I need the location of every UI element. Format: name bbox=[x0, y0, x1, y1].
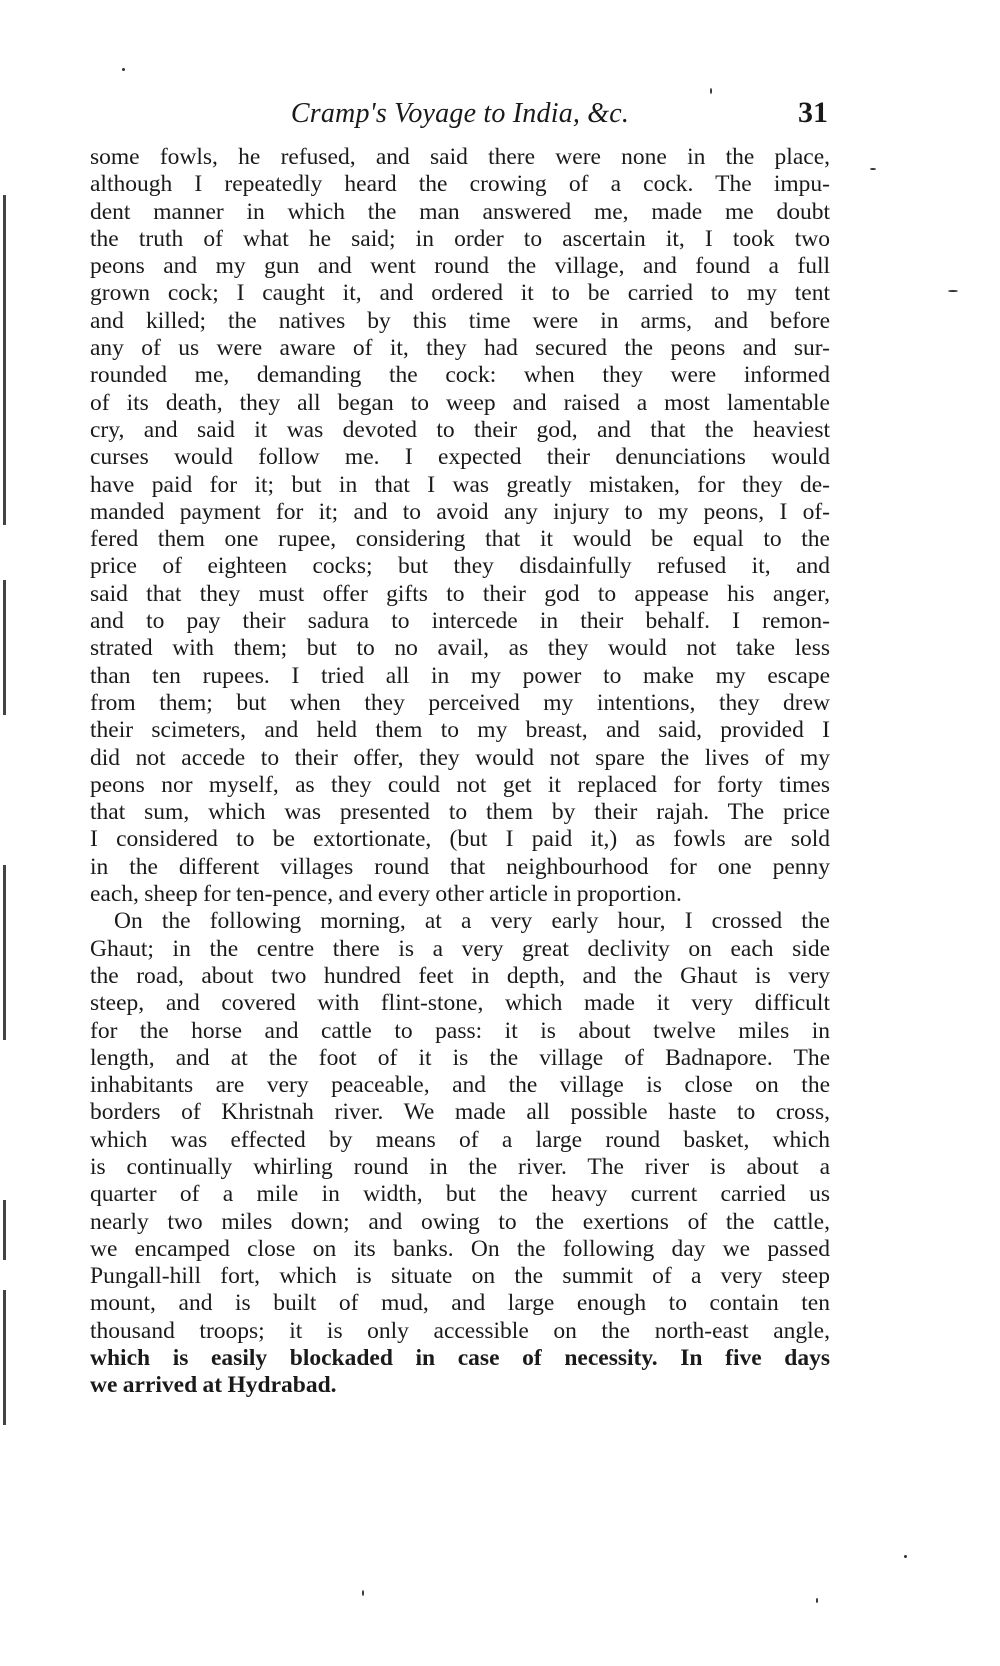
text-line: than ten rupees. I tried all in my power to make my escape bbox=[90, 662, 830, 689]
scan-edge-mark bbox=[3, 195, 6, 525]
text-line: and killed; the natives by this time were in arms, and before bbox=[90, 307, 830, 334]
text-line: fered them one rupee, considering that it would be equal to the bbox=[90, 526, 830, 553]
text-line: nearly two miles down; and owing to the exertions of the cattle, bbox=[90, 1208, 830, 1235]
scan-speck bbox=[870, 168, 876, 170]
text-line: peons and my gun and went round the village, and found a full bbox=[90, 253, 830, 280]
text-line: dent manner in which the man answered me, made me doubt bbox=[90, 198, 830, 225]
text-line: thousand troops; it is only accessible on the north-east angle, bbox=[90, 1317, 830, 1344]
scan-edge-mark bbox=[3, 580, 6, 715]
text-line: we arrived at Hydrabad. bbox=[90, 1372, 337, 1399]
scan-speck bbox=[816, 1598, 818, 1603]
scan-speck bbox=[904, 1555, 907, 1558]
text-line: I considered to be extortionate, (but I paid it,) as fowls are sold bbox=[90, 826, 830, 853]
scan-edge-mark bbox=[3, 1200, 6, 1260]
text-line: steep, and covered with flint-stone, which made it very difficult bbox=[90, 990, 830, 1017]
scan-speck bbox=[362, 1590, 364, 1596]
text-line: from them; but when they perceived my intentions, they drew bbox=[90, 689, 830, 716]
text-line: is continually whirling round in the river. The river is about a bbox=[90, 1153, 830, 1180]
scan-speck bbox=[710, 88, 712, 94]
text-line: of its death, they all began to weep and raised a most lamentable bbox=[90, 389, 830, 416]
text-line: which is easily blockaded in case of necessity. In five days bbox=[90, 1345, 830, 1372]
text-line: Ghaut; in the centre there is a very great declivity on each side bbox=[90, 935, 830, 962]
text-line: mount, and is built of mud, and large enough to contain ten bbox=[90, 1290, 830, 1317]
text-line: for the horse and cattle to pass: it is about twelve miles in bbox=[90, 1017, 830, 1044]
text-line: although I repeatedly heard the crowing of a cock. The impu- bbox=[90, 171, 830, 198]
text-line: and to pay their sadura to intercede in their behalf. I remon- bbox=[90, 608, 830, 635]
text-line: price of eighteen cocks; but they disdainfully refused it, and bbox=[90, 553, 830, 580]
text-line: inhabitants are very peaceable, and the village is close on the bbox=[90, 1072, 830, 1099]
text-line: that sum, which was presented to them by their rajah. The price bbox=[90, 799, 830, 826]
text-line: the road, about two hundred feet in depth, and the Ghaut is very bbox=[90, 962, 830, 989]
text-line: some fowls, he refused, and said there were none in the place, bbox=[90, 144, 830, 170]
text-line: quarter of a mile in width, but the heavy current carried us bbox=[90, 1181, 830, 1208]
text-line: cry, and said it was devoted to their god, and that the heaviest bbox=[90, 416, 830, 443]
scan-edge-mark bbox=[3, 865, 6, 1040]
text-line: each, sheep for ten-pence, and every other article in proportion. bbox=[90, 881, 682, 908]
text-line: grown cock; I caught it, and ordered it to be carried to my tent bbox=[90, 280, 830, 307]
text-line: any of us were aware of it, they had secured the peons and sur- bbox=[90, 335, 830, 362]
text-line: said that they must offer gifts to their god to appease his anger, bbox=[90, 580, 830, 607]
text-line: rounded me, demanding the cock: when they were informed bbox=[90, 362, 830, 389]
running-title: Cramp's Voyage to India, &c. bbox=[290, 98, 630, 129]
text-line: the truth of what he said; in order to ascertain it, I took two bbox=[90, 225, 830, 252]
text-line: length, and at the foot of it is the village of Badnapore. The bbox=[90, 1044, 830, 1071]
body-text bbox=[90, 144, 830, 1400]
text-line: in the different villages round that neighbourhood for one penny bbox=[90, 853, 830, 880]
text-line: which was effected by means of a large round basket, which bbox=[90, 1126, 830, 1153]
text-line: their scimeters, and held them to my breast, and said, provided I bbox=[90, 717, 830, 744]
paragraph-start-line: On the following morning, at a very early hour, I crossed the bbox=[114, 908, 830, 935]
text-line: strated with them; but to no avail, as they would not take less bbox=[90, 635, 830, 662]
page-number: 31 bbox=[798, 96, 828, 129]
text-line: Pungall-hill fort, which is situate on the summit of a very steep bbox=[90, 1263, 830, 1290]
scan-edge-mark bbox=[3, 1290, 6, 1425]
text-line: borders of Khristnah river. We made all possible haste to cross, bbox=[90, 1099, 830, 1126]
text-line: curses would follow me. I expected their denunciations would bbox=[90, 444, 830, 471]
text-line: we encamped close on its banks. On the following day we passed bbox=[90, 1235, 830, 1262]
text-line: manded payment for it; and to avoid any injury to my peons, I of- bbox=[90, 498, 830, 525]
text-line: did not accede to their offer, they would not spare the lives of my bbox=[90, 744, 830, 771]
scan-speck bbox=[122, 68, 125, 71]
text-line: peons nor myself, as they could not get it replaced for forty times bbox=[90, 771, 830, 798]
scan-speck bbox=[948, 290, 958, 292]
text-line: have paid for it; but in that I was greatly mistaken, for they de- bbox=[90, 471, 830, 498]
running-header bbox=[90, 98, 830, 138]
